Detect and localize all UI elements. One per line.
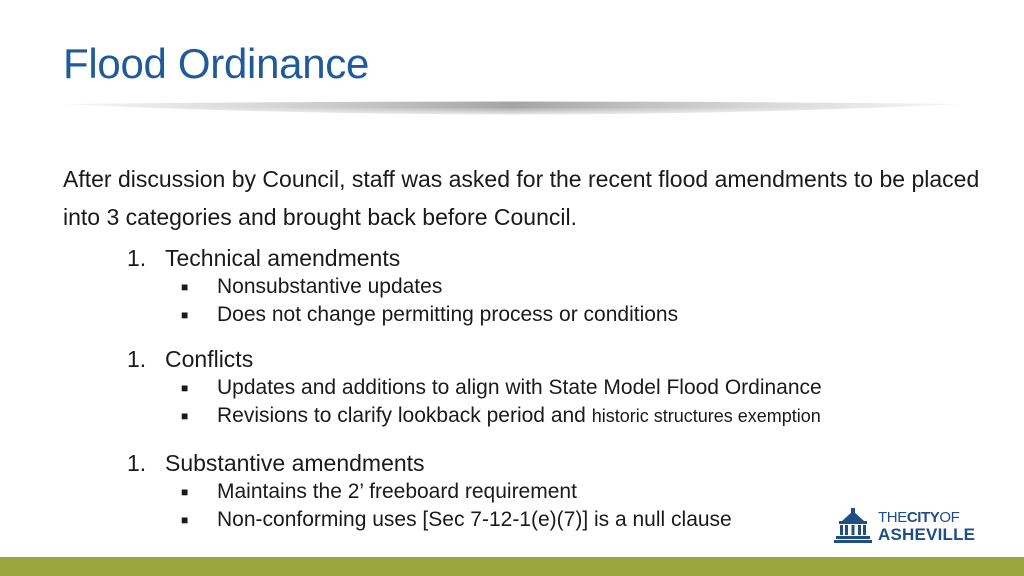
list-item-text-main: Revisions to clarify lookback period and xyxy=(217,404,592,427)
square-bullet-icon: ■ xyxy=(181,381,189,395)
section-heading xyxy=(127,243,987,273)
section-number: 1. xyxy=(127,346,147,372)
section-heading-text: Substantive amendments xyxy=(165,450,425,476)
square-bullet-icon: ■ xyxy=(181,409,189,423)
footer-bar xyxy=(0,557,1024,576)
section-heading-text: Conflicts xyxy=(165,346,254,372)
list-item-text: Maintains the 2’ freeboard requirement xyxy=(217,480,577,503)
list-item xyxy=(181,301,987,329)
section-conflicts xyxy=(127,344,987,430)
city-hall-icon xyxy=(833,508,873,544)
list-item xyxy=(181,478,987,506)
logo-wordmark-top: THECITYOF xyxy=(878,509,960,526)
section-technical xyxy=(127,243,987,329)
list-item-text-small: historic structures exemption xyxy=(591,406,821,426)
list-item-text: Nonsubstantive updates xyxy=(217,275,443,298)
section-heading-text: Technical amendments xyxy=(165,245,401,271)
logo-wordmark-name: ASHEVILLE xyxy=(878,525,976,544)
list-item-text: Updates and additions to align with State Model Flood Ordinance xyxy=(217,376,822,399)
section-number: 1. xyxy=(127,245,147,271)
section-heading xyxy=(127,448,987,478)
square-bullet-icon: ■ xyxy=(181,280,189,294)
list-item xyxy=(181,374,987,402)
intro-paragraph: After discussion by Council, staff was asked for the recent flood amendments to be placed into 3 categories and brought back before Council. xyxy=(63,166,980,230)
slide-title: Flood Ordinance xyxy=(63,40,370,87)
square-bullet-icon: ■ xyxy=(181,485,189,499)
section-heading xyxy=(127,344,987,374)
list-item xyxy=(181,273,987,301)
list-item-text xyxy=(217,402,821,430)
title-divider xyxy=(62,101,962,123)
section-number: 1. xyxy=(127,450,147,476)
list-item-text: Does not change permitting process or conditions xyxy=(217,303,679,326)
square-bullet-icon: ■ xyxy=(181,308,189,322)
list-item xyxy=(181,402,987,430)
square-bullet-icon: ■ xyxy=(181,513,189,527)
list-item-text: Non-conforming uses [Sec 7-12-1(e)(7)] is a null clause xyxy=(217,508,732,531)
city-of-asheville-logo xyxy=(833,508,976,544)
